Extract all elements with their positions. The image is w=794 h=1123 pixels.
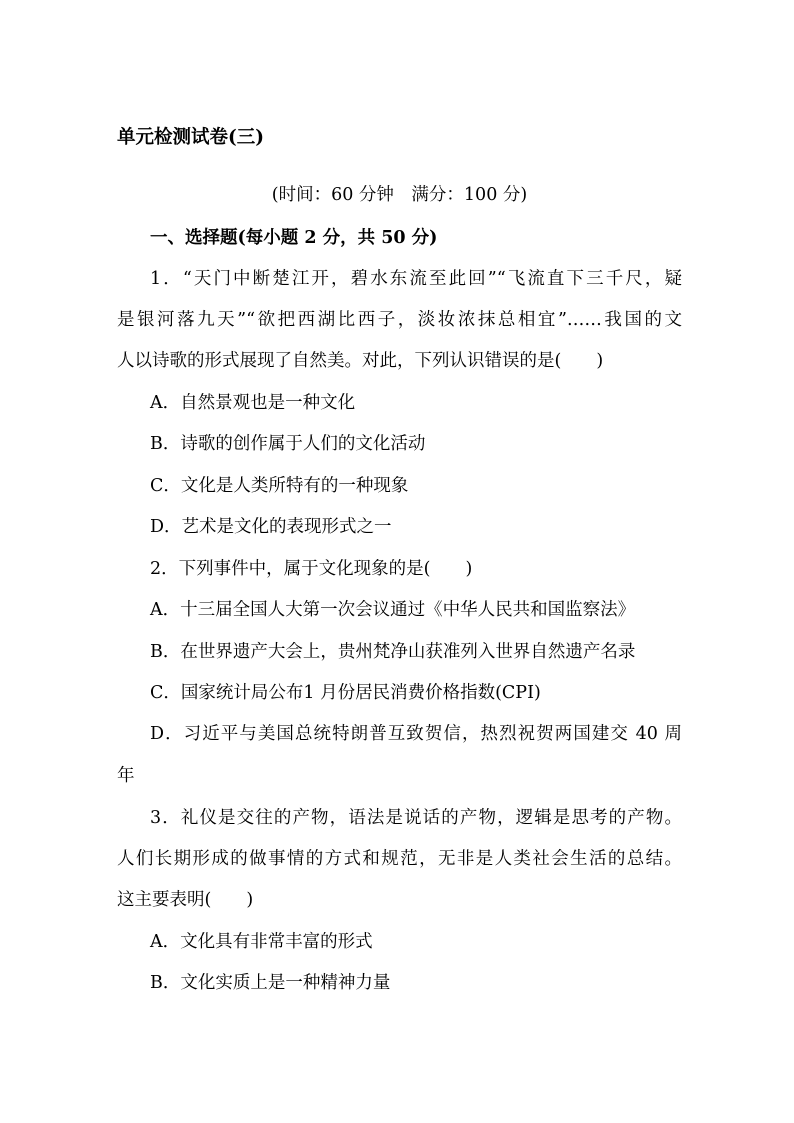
question-2-option-b: B．在世界遗产大会上，贵州梵净山获准列入世界自然遗产名录 — [150, 642, 636, 662]
question-1-line-1: 1．“天门中断楚江开，碧水东流至此回”“飞流直下三千尺，疑 — [150, 269, 682, 289]
question-1-option-d: D．艺术是文化的表现形式之一 — [150, 517, 392, 537]
page-title: 单元检测试卷(三) — [117, 127, 265, 148]
question-3-line-1: 3．礼仪是交往的产物，语法是说话的产物，逻辑是思考的产物。 — [150, 808, 682, 828]
question-1-line-2: 是银河落九天”“欲把西湖比西子，淡妆浓抹总相宜”……我国的文 — [117, 310, 682, 330]
question-1-option-c: C．文化是人类所特有的一种现象 — [150, 476, 409, 496]
question-2-option-d-cont: 年 — [117, 766, 135, 786]
question-1-option-b: B．诗歌的创作属于人们的文化活动 — [150, 434, 426, 454]
section-heading: 一、选择题(每小题 2 分，共 50 分) — [150, 228, 438, 248]
question-1-option-a: A．自然景观也是一种文化 — [150, 393, 356, 413]
question-3-option-a: A．文化具有非常丰富的形式 — [150, 932, 373, 952]
exam-meta: (时间：60 分钟 满分：100 分) — [271, 185, 528, 205]
question-2-line-1: 2．下列事件中，属于文化现象的是( ) — [150, 559, 473, 579]
question-2-option-a: A．十三届全国人大第一次会议通过《中华人民共和国监察法》 — [150, 600, 636, 620]
question-2-option-d: D．习近平与美国总统特朗普互致贺信，热烈祝贺两国建交 40 周 — [150, 724, 682, 744]
question-3-line-2: 人们长期形成的做事情的方式和规范，无非是人类社会生活的总结。 — [117, 849, 682, 869]
question-1-line-3: 人以诗歌的形式展现了自然美。对此，下列认识错误的是( ) — [117, 351, 604, 371]
question-3-line-3: 这主要表明( ) — [117, 890, 254, 910]
question-3-option-b: B．文化实质上是一种精神力量 — [150, 973, 391, 993]
question-2-option-c: C．国家统计局公布1 月份居民消费价格指数(CPI) — [150, 683, 541, 703]
